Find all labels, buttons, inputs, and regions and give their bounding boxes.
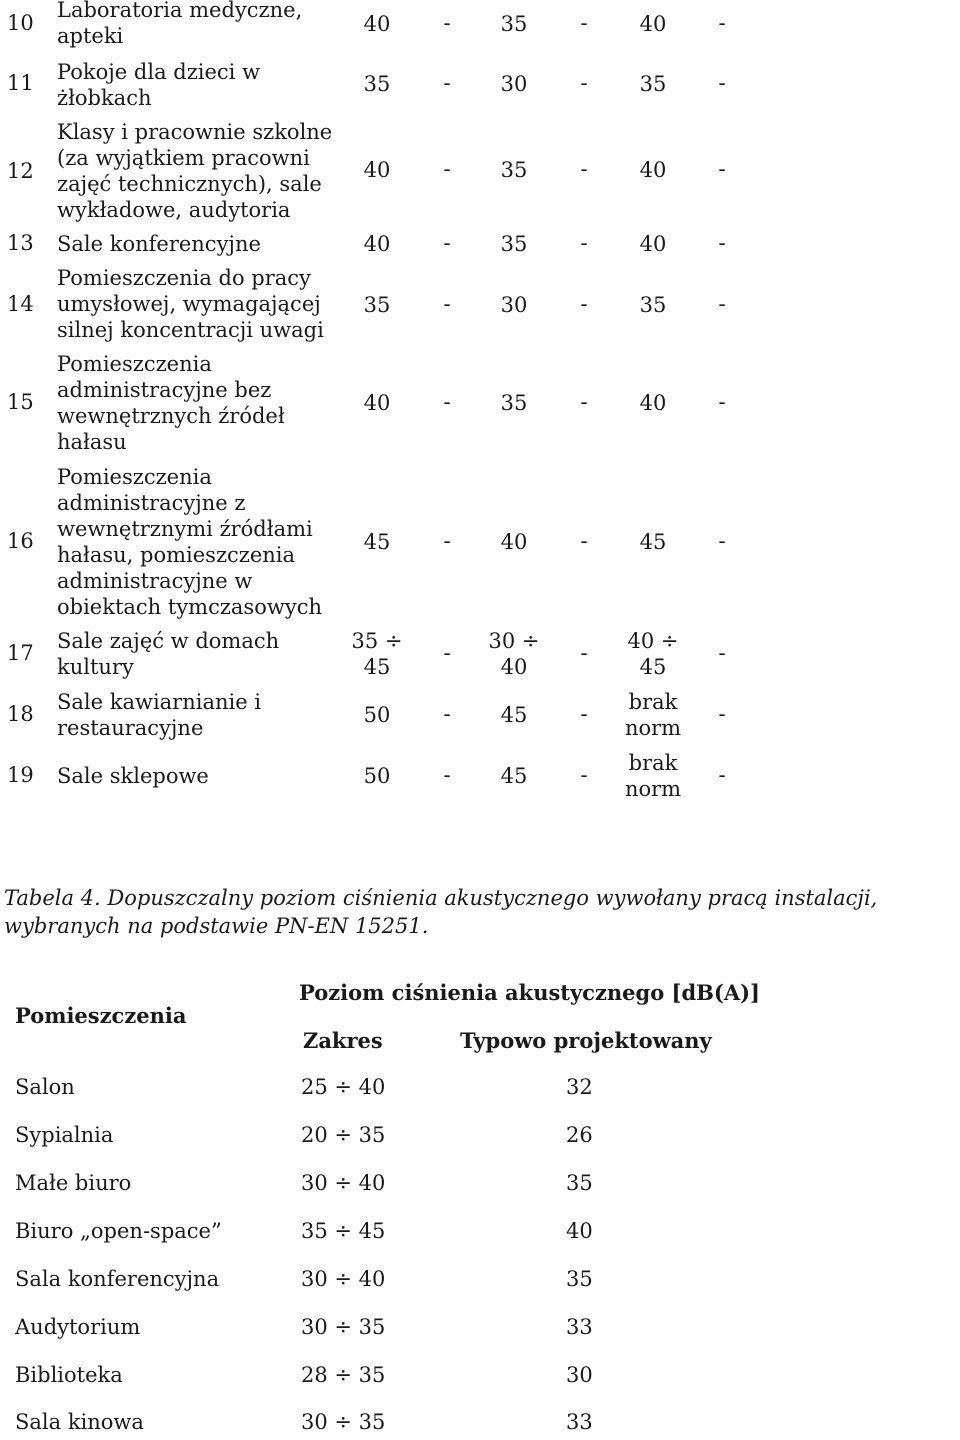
- level-range: 30 ÷ 35: [301, 1315, 386, 1339]
- table-row: [0, 687, 960, 743]
- value-3: 40 ÷ 45: [627, 629, 679, 679]
- table-row: [0, 349, 960, 457]
- value-3: brak norm: [624, 751, 682, 801]
- separator: -: [580, 529, 588, 553]
- room-name: Audytorium: [15, 1315, 141, 1339]
- value-4: -: [718, 11, 726, 35]
- separator: -: [443, 292, 451, 316]
- row-number: 14: [7, 292, 34, 316]
- room-name: Sypialnia: [15, 1123, 114, 1147]
- value-1: 40: [363, 391, 391, 415]
- header-rooms: Pomieszczenia: [15, 1003, 187, 1028]
- separator: -: [443, 763, 451, 787]
- table-row: [0, 1267, 960, 1297]
- value-4: -: [718, 71, 726, 95]
- value-3: 45: [639, 530, 667, 554]
- value-4: -: [718, 231, 726, 255]
- separator: -: [580, 71, 588, 95]
- typical-level: 33: [566, 1410, 593, 1434]
- value-2: 45: [500, 764, 528, 788]
- value-1: 40: [363, 158, 391, 182]
- table-row: [0, 263, 960, 345]
- typical-level: 32: [566, 1075, 593, 1099]
- room-name: Biuro „open-space”: [15, 1219, 222, 1243]
- value-4: -: [718, 702, 726, 726]
- typical-level: 35: [566, 1267, 593, 1291]
- table-row: [0, 1123, 960, 1153]
- typical-level: 30: [566, 1363, 593, 1387]
- room-name: Laboratoria medyczne, apteki: [57, 0, 303, 48]
- value-2: 35: [500, 232, 528, 256]
- separator: -: [443, 231, 451, 255]
- separator: -: [580, 231, 588, 255]
- row-number: 15: [7, 390, 34, 414]
- table-row: [0, 1075, 960, 1105]
- table-row: [0, 1219, 960, 1249]
- value-2: 40: [500, 530, 528, 554]
- separator: -: [580, 702, 588, 726]
- value-4: -: [718, 529, 726, 553]
- value-1: 35 ÷ 45: [351, 629, 403, 679]
- separator: -: [580, 11, 588, 35]
- value-2: 35: [500, 12, 528, 36]
- value-1: 45: [363, 530, 391, 554]
- room-name: Sale sklepowe: [57, 764, 209, 788]
- separator: -: [443, 641, 451, 665]
- value-1: 40: [363, 12, 391, 36]
- header-sound-level: Poziom ciśnienia akustycznego [dB(A)]: [299, 980, 760, 1005]
- level-range: 25 ÷ 40: [301, 1075, 386, 1099]
- separator: -: [443, 11, 451, 35]
- table-row: [0, 57, 960, 113]
- table-row: [0, 626, 960, 682]
- value-1: 50: [363, 764, 391, 788]
- value-4: -: [718, 292, 726, 316]
- value-3: 40: [639, 232, 667, 256]
- table-row: [0, 1410, 960, 1440]
- value-1: 35: [363, 293, 391, 317]
- value-3: 35: [639, 293, 667, 317]
- row-number: 11: [7, 71, 34, 95]
- separator: -: [443, 702, 451, 726]
- room-name: Sala konferencyjna: [15, 1267, 220, 1291]
- table-row: [0, 748, 960, 804]
- value-2: 30: [500, 293, 528, 317]
- value-3: 35: [639, 72, 667, 96]
- room-name: Pomieszczenia administracyjne bez wewnętrznych źródeł hałasu: [57, 352, 285, 454]
- separator: -: [580, 763, 588, 787]
- value-2: 45: [500, 703, 528, 727]
- table-row: [0, 0, 960, 52]
- header-range: Zakres: [303, 1028, 383, 1053]
- row-number: 16: [7, 529, 34, 553]
- value-4: -: [718, 157, 726, 181]
- value-3: 40: [639, 12, 667, 36]
- value-4: -: [718, 390, 726, 414]
- table-caption: Tabela 4. Dopuszczalny poziom ciśnienia akustycznego wywołany pracą instalacji, wybranych na podstawie PN-EN 15251.: [4, 886, 878, 938]
- row-number: 17: [7, 641, 34, 665]
- table-row: [0, 1171, 960, 1201]
- value-4: -: [718, 763, 726, 787]
- value-2: 35: [500, 158, 528, 182]
- room-name: Pomieszczenia do pracy umysłowej, wymagającej silnej koncentracji uwagi: [57, 266, 324, 342]
- typical-level: 35: [566, 1171, 593, 1195]
- room-name: Pokoje dla dzieci w żłobkach: [57, 60, 261, 110]
- typical-level: 26: [566, 1123, 593, 1147]
- row-number: 12: [7, 159, 34, 183]
- room-name: Klasy i pracownie szkolne (za wyjątkiem pracowni zajęć technicznych), sale wykładowe, audytoria: [57, 120, 333, 222]
- table-row: [0, 1315, 960, 1345]
- table-row: [0, 228, 960, 258]
- level-range: 20 ÷ 35: [301, 1123, 386, 1147]
- value-2: 35: [500, 391, 528, 415]
- typical-level: 33: [566, 1315, 593, 1339]
- typical-level: 40: [566, 1219, 593, 1243]
- value-2: 30 ÷ 40: [488, 629, 540, 679]
- separator: -: [580, 292, 588, 316]
- level-range: 30 ÷ 35: [301, 1410, 386, 1434]
- level-range: 30 ÷ 40: [301, 1171, 386, 1195]
- row-number: 19: [7, 763, 34, 787]
- level-range: 35 ÷ 45: [301, 1219, 386, 1243]
- value-2: 30: [500, 72, 528, 96]
- row-number: 18: [7, 702, 34, 726]
- table-row: [0, 117, 960, 225]
- level-range: 30 ÷ 40: [301, 1267, 386, 1291]
- separator: -: [443, 71, 451, 95]
- separator: -: [443, 157, 451, 181]
- table-row: [0, 1363, 960, 1393]
- header-typical: Typowo projektowany: [460, 1028, 712, 1053]
- room-name: Sale kawiarnianie i restauracyjne: [57, 690, 262, 740]
- separator: -: [580, 390, 588, 414]
- separator: -: [443, 529, 451, 553]
- level-range: 28 ÷ 35: [301, 1363, 386, 1387]
- separator: -: [443, 390, 451, 414]
- room-name: Pomieszczenia administracyjne z wewnętrznymi źródłami hałasu, pomieszczenia administracyjne w obiektach tymczasowych: [57, 465, 322, 619]
- room-name: Sala kinowa: [15, 1410, 144, 1434]
- value-3: 40: [639, 158, 667, 182]
- row-number: 13: [7, 231, 34, 255]
- value-1: 35: [363, 72, 391, 96]
- value-1: 40: [363, 232, 391, 256]
- separator: -: [580, 641, 588, 665]
- value-3: 40: [639, 391, 667, 415]
- room-name: Małe biuro: [15, 1171, 132, 1195]
- row-number: 10: [7, 11, 34, 35]
- separator: -: [580, 157, 588, 181]
- value-4: -: [718, 641, 726, 665]
- table-row: [0, 462, 960, 622]
- room-name: Salon: [15, 1075, 75, 1099]
- room-name: Biblioteka: [15, 1363, 123, 1387]
- value-1: 50: [363, 703, 391, 727]
- value-3: brak norm: [624, 690, 682, 740]
- room-name: Sale konferencyjne: [57, 232, 261, 256]
- room-name: Sale zajęć w domach kultury: [57, 629, 280, 679]
